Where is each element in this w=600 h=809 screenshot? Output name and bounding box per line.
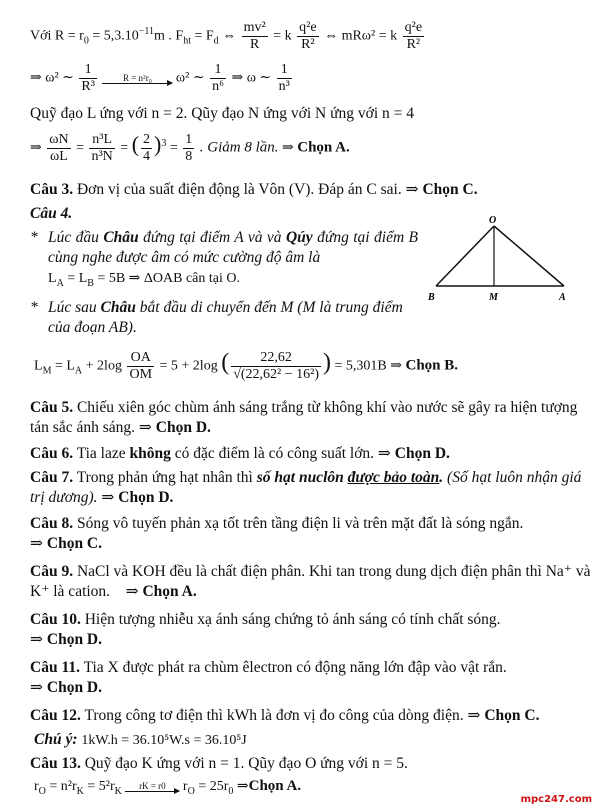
answer-a: Chọn A. — [297, 139, 350, 156]
answer-b: Chọn B. — [405, 357, 459, 374]
question-5: Câu 5. Chiếu xiên góc chùm ánh sáng trắng từ không khí vào nước sẽ gây ra hiện tượng tán sắc ánh sáng. ⇒ Chọn D. — [30, 399, 578, 436]
label-a: A — [559, 292, 566, 303]
arrow-icon: rK = r0 — [125, 781, 179, 792]
formula-line-1: Với $R = r_0 = 5,3.10^{-11}m$ . $F_{ht} = F_d$ ⇔ $\frac{\text{mv²}}{R}$ = k $\frac{\text{q²e}}{\text{R²}}$ ⇔ mRω² = k $\frac{\text{q²e}}{\text{R²}}$ — [30, 20, 423, 52]
note: Chú ý: 1kW.h = 36.10⁵W.s = 36.10⁵J — [34, 731, 247, 748]
question-8: Câu 8. Sóng vô tuyến phản xạ tốt trên tầng điện li và trên mặt đất là sóng ngắn. ⇒ Chọn C. — [30, 515, 524, 552]
footer-watermark: mpc247.com — [520, 794, 592, 805]
segment-ob — [436, 226, 494, 286]
arrow-icon: R = n²r₀ — [102, 73, 172, 84]
label-b: B — [428, 292, 435, 303]
label-m: M — [489, 292, 498, 303]
question-4-part-b: * Lúc sau Châu bắt đầu di chuyển đến M (M là trung điểm của đoạn AB). — [30, 299, 403, 336]
question-7: Câu 7. Trong phản ứng hạt nhân thì số hạt nuclôn được bảo toàn. (Số hạt luôn nhận giá trị dương). ⇒ Chọn D. — [30, 469, 582, 506]
orbit-text: Quỹ đạo L ứng với n = 2. Qũy đạo N ứng với N ứng với n = 4 — [30, 105, 414, 122]
question-9: Câu 9. NaCl và KOH đều là chất điện phân. Khi tan trong dung dịch điện phân thì Na⁺ và K⁺ là cation. ⇒ Chọn A. — [30, 563, 591, 600]
question-12: Câu 12. Trong công tơ điện thì kWh là đơn vị đo công của dòng điện. ⇒ Chọn C. — [30, 707, 540, 724]
segment-oa — [494, 226, 564, 286]
question-3: Câu 3. Đơn vị của suất điện động là Vôn (V). Đáp án C sai. ⇒ Chọn C. — [30, 181, 478, 198]
triangle-diagram — [426, 214, 586, 306]
question-11: Câu 11. Tia X được phát ra chùm êlectron có động năng lớn đập vào vật rắn. ⇒ Chọn D. — [30, 659, 507, 696]
formula-line-4: ⇒ $\frac{\omega N}{\omega L}$ = $\frac{\text{n³L}}{\text{n³N}}$ = ( $\frac{2}{4}$ )$^3$ = $\frac{1}{8}$ . Giảm 8 lần. ⇒ Chọn A. — [30, 131, 350, 164]
question-10: Câu 10. Hiện tượng nhiễu xạ ánh sáng chứng tỏ ánh sáng có tính chất sóng. ⇒ Chọn D. — [30, 611, 501, 648]
formula-line-2: ⇒ ω² ∼ $\frac{1}{\text{R³}}$ R = n²r₀ ω² ∼ $\frac{1}{\text{n⁶}}$ ⇒ ω ∼ $\frac{1}{\text{n³}}$ — [30, 62, 290, 94]
formula-lm: $L_M = L_A + 2\log$ $\frac{OA}{OM}$ = 5 + 2log ( $\frac{22,62}{\text{√(22,62² − 16²)}}$ ) = 5,301B ⇒ Chọn B. — [34, 349, 459, 382]
question-6: Câu 6. Tia laze không có đặc điểm là có công suất lớn. ⇒ Chọn D. — [30, 445, 450, 462]
question-13: Câu 13. Quỹ đạo K ứng với n = 1. Qũy đạo O ứng với n = 5. — [30, 755, 408, 772]
label-o: O — [489, 215, 497, 226]
question-4-label: Câu 4. — [30, 205, 73, 222]
formula-q13: $r_O = n^2r_K = 5^2r_K$ rK = r0 $r_O = 25r_0$ ⇒Chọn A. — [34, 778, 302, 797]
question-4-part-a: * Lúc đầu Châu đứng tại điểm A và và Qúy đứng tại điểm B cùng nghe được âm có mức cường độ âm là $L_A = L_B = 5B$ ⇒ ΔOAB cân tại O. — [30, 229, 419, 289]
